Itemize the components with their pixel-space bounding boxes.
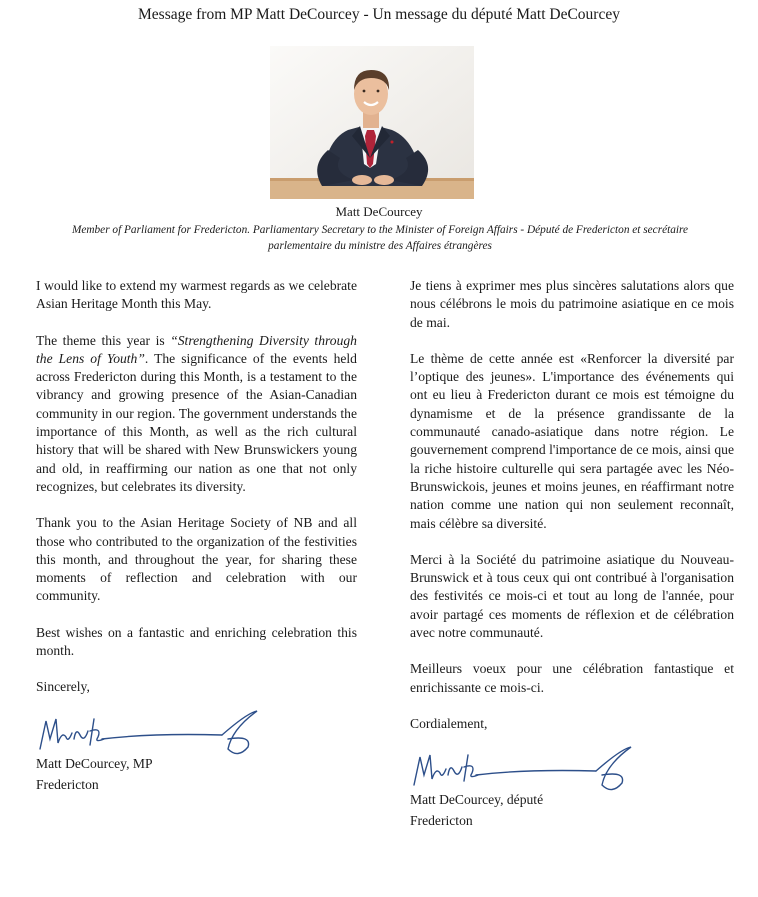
en-signer-name: Matt DeCourcey, MP <box>36 755 153 771</box>
page-title: Message from MP Matt DeCourcey - Un message du député Matt DeCourcey <box>138 6 620 23</box>
fr-paragraph-4: Meilleurs voeux pour une célébration fantastique et enrichissante ce mois-ci. <box>410 661 734 695</box>
en-theme: “Strengthening Diversity through the Lens of Youth” <box>36 332 357 366</box>
en-paragraph-4: Best wishes on a fantastic and enriching celebration this month. <box>36 624 357 659</box>
fr-paragraph-1: Je tiens à exprimer mes plus sincères salutations alors que nous célébrons le mois du patrimoine asiatique en ce mois de mai. <box>410 278 734 330</box>
portrait-name: Matt DeCourcey <box>335 204 423 219</box>
fr-signer-place: Fredericton <box>410 813 473 829</box>
fr-signer-name: Matt DeCourcey, député <box>410 792 544 808</box>
fr-paragraph-2: Le thème de cette année est «Renforcer la diversité par l’optique des jeunes». L'importance des événements qui ont eu lieu à Fredericton durant ce mois est témoigne du dynamisme et de la présence grandissante de la communauté canado-asiatique dans notre région. Le gouvernement comprend l'importance de ce mois, ainsi que la riche histoire culturelle qui sera partagée avec les Néo-Brunswickois, jeunes et moins jeunes, en réaffirmant notre nation comme une nation qui non seulement reconnaît, mais célèbre sa diversité. <box>410 350 734 531</box>
portrait-role: Member of Parliament for Fredericton. Parliamentary Secretary to the Minister of Foreign Affairs - Député de Fredericton et secrétaire parlementaire du ministre des Affaires étrangères <box>71 224 689 252</box>
en-closing: Sincerely, <box>36 679 90 695</box>
en-p2-body: . The significance of the events held across Fredericton during this Month, is a testament to the vibrancy and growing presence of the Asian-Canadian community in our region. The government understands the importance of this Month, as well as the rich cultural history that will be shared with New Brunswickers young and old, in reaffirming our nation as one that not only recognizes, but celebrates its diversity. <box>36 350 357 494</box>
en-paragraph-3: Thank you to the Asian Heritage Society of NB and all those who contributed to the organization of the festivities this month, and throughout the year, for sharing these moments of reflection and celebration with our community. <box>36 515 357 604</box>
fr-closing: Cordialement, <box>410 715 488 731</box>
en-paragraph-2 <box>36 332 357 497</box>
portrait-photo <box>270 46 474 199</box>
en-p2-intro: The theme this year is <box>36 332 171 348</box>
en-paragraph-1: I would like to extend my warmest regards as we celebrate Asian Heritage Month this May. <box>36 278 357 312</box>
french-column <box>410 277 734 831</box>
en-signer-place: Fredericton <box>36 776 99 792</box>
portrait-illustration <box>270 46 474 199</box>
fr-paragraph-3: Merci à la Société du patrimoine asiatique du Nouveau-Brunswick et à tous ceux qui ont contribué à l'organisation des festivités ce mois-ci et tout au long de l'année, pour avoir partagé ces moments de réflexion et de célébration avec notre communauté. <box>410 551 734 641</box>
english-column <box>36 277 357 795</box>
